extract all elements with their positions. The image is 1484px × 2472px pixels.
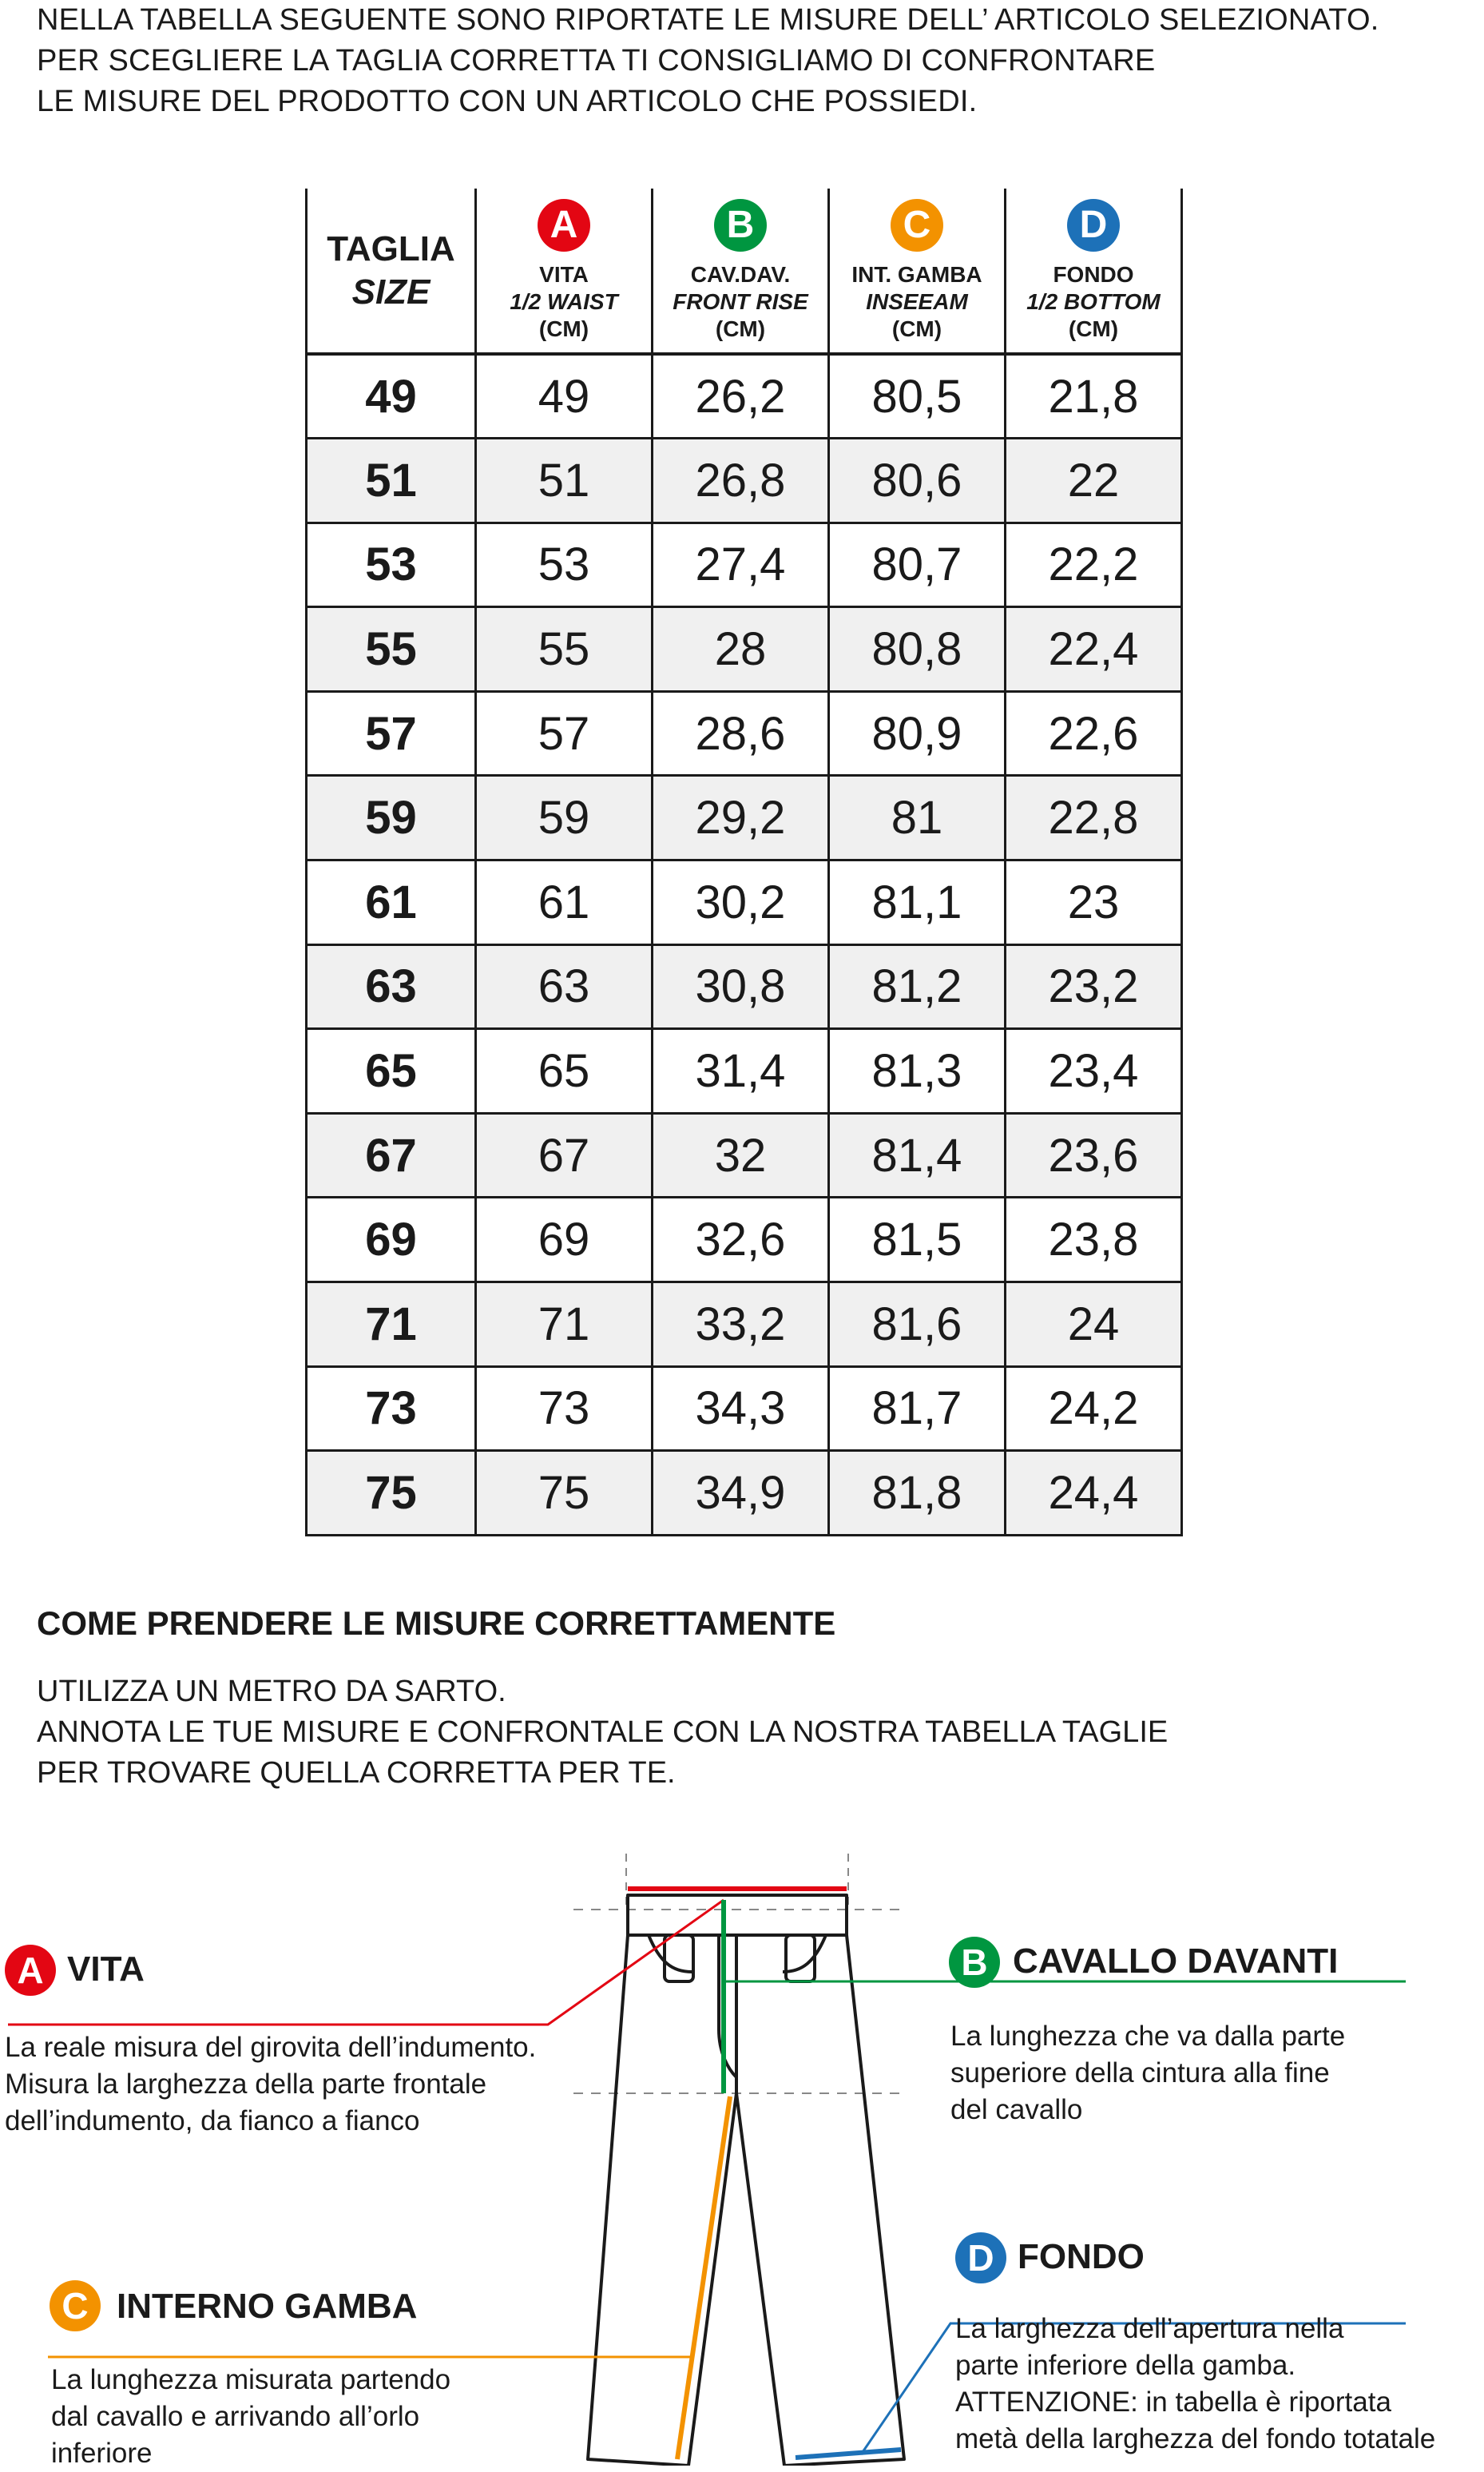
measure-cell: 32 [653, 1113, 829, 1198]
table-row [307, 607, 1182, 692]
size-cell: 59 [307, 776, 476, 860]
size-cell: 65 [307, 1029, 476, 1114]
table-row [307, 1451, 1182, 1536]
measure-cell: 22,4 [1006, 607, 1182, 692]
legend-a-description [5, 2029, 536, 2140]
table-row [307, 439, 1182, 523]
measure-cell: 81,5 [829, 1198, 1006, 1282]
measure-cell: 80,9 [829, 691, 1006, 776]
measure-cell: 26,2 [653, 354, 829, 439]
intro-text [37, 0, 1474, 122]
column-label: FONDO [1053, 261, 1134, 287]
measure-cell: 81 [829, 776, 1006, 860]
measure-cell: 27,4 [653, 523, 829, 607]
measure-cell: 28,6 [653, 691, 829, 776]
column-label-en: 1/2 BOTTOM [1026, 288, 1161, 314]
legend-c-line: La lunghezza misurata partendo [51, 2364, 451, 2395]
size-cell: 55 [307, 607, 476, 692]
legend-d-line: ATTENZIONE: in tabella è riportata [955, 2387, 1391, 2418]
badge-b-icon: B [949, 1937, 1000, 1988]
measure-cell: 29,2 [653, 776, 829, 860]
left-coin-pocket [665, 1935, 693, 1981]
howto-line-3: PER TROVARE QUELLA CORRETTA PER TE. [37, 1756, 676, 1790]
legend-d-line: La larghezza dell’apertura nella [955, 2313, 1344, 2344]
column-header-inseam [829, 189, 1006, 354]
table-body [307, 354, 1182, 1535]
column-label: VITA [539, 261, 589, 287]
right-pocket [783, 1935, 826, 1972]
legend-d-line: parte inferiore della gamba. [955, 2350, 1296, 2381]
measure-cell: 49 [476, 354, 653, 439]
measure-cell: 22,6 [1006, 691, 1182, 776]
measure-cell: 81,6 [829, 1282, 1006, 1367]
column-unit: (CM) [891, 316, 942, 341]
table-row [307, 1282, 1182, 1367]
table-row [307, 523, 1182, 607]
howto-title: COME PRENDERE LE MISURE CORRETTAMENTE [37, 1604, 836, 1642]
intro-line-3: LE MISURE DEL PRODOTTO CON UN ARTICOLO CHE POSSIEDI. [37, 85, 978, 118]
measure-cell: 34,3 [653, 1366, 829, 1451]
legend-b-line: superiore della cintura alla fine [950, 2057, 1330, 2088]
inseam-measure-line [677, 2096, 730, 2459]
measure-cell: 81,3 [829, 1029, 1006, 1114]
legend-c-description [51, 2362, 450, 2472]
size-cell: 57 [307, 691, 476, 776]
column-unit: (CM) [715, 316, 766, 341]
measure-cell: 23,6 [1006, 1113, 1182, 1198]
table-row [307, 1113, 1182, 1198]
column-unit: (CM) [538, 316, 589, 341]
measure-cell: 53 [476, 523, 653, 607]
column-header-waist [476, 189, 653, 354]
size-cell: 71 [307, 1282, 476, 1367]
table-row [307, 691, 1182, 776]
measure-cell: 30,2 [653, 860, 829, 945]
legend-c-line: inferiore [51, 2438, 153, 2469]
measure-cell: 24,2 [1006, 1366, 1182, 1451]
howto-line-2: ANNOTA LE TUE MISURE E CONFRONTALE CON LA NOSTRA TABELLA TAGLIE [37, 1715, 1169, 1749]
legend-a-title: VITA [67, 1949, 145, 1989]
measure-cell: 55 [476, 607, 653, 692]
measure-cell: 24 [1006, 1282, 1182, 1367]
measure-cell: 28 [653, 607, 829, 692]
measure-cell: 23,8 [1006, 1198, 1182, 1282]
size-cell: 49 [307, 354, 476, 439]
measure-cell: 71 [476, 1282, 653, 1367]
bottom-measure-line [796, 2450, 901, 2458]
size-cell: 67 [307, 1113, 476, 1198]
intro-line-2: PER SCEGLIERE LA TAGLIA CORRETTA TI CONSIGLIAMO DI CONFRONTARE [37, 44, 1156, 77]
column-label-en: INSEEAM [866, 288, 968, 314]
right-coin-pocket [786, 1935, 815, 1981]
table-row [307, 1198, 1182, 1282]
measure-cell: 69 [476, 1198, 653, 1282]
legend-c-title: INTERNO GAMBA [117, 2287, 418, 2326]
column-header-front-rise [653, 189, 829, 354]
measure-cell: 80,5 [829, 354, 1006, 439]
measure-cell: 65 [476, 1029, 653, 1114]
legend-b-title: CAVALLO DAVANTI [1013, 1941, 1339, 1981]
measure-cell: 61 [476, 860, 653, 945]
column-label: INT. GAMBA [851, 261, 982, 287]
measure-cell: 73 [476, 1366, 653, 1451]
measure-cell: 80,8 [829, 607, 1006, 692]
column-header-bottom [1006, 189, 1182, 354]
size-cell: 63 [307, 944, 476, 1029]
measure-cell: 21,8 [1006, 354, 1182, 439]
measure-cell: 81,4 [829, 1113, 1006, 1198]
measure-cell: 24,4 [1006, 1451, 1182, 1536]
size-cell: 51 [307, 439, 476, 523]
measure-cell: 22 [1006, 439, 1182, 523]
left-pocket [649, 1935, 692, 1972]
size-header-label-en: SIZE [351, 272, 431, 312]
table-row [307, 1029, 1182, 1114]
measure-cell: 23 [1006, 860, 1182, 945]
table-header-row [307, 189, 1182, 354]
measure-cell: 63 [476, 944, 653, 1029]
measure-cell: 22,2 [1006, 523, 1182, 607]
measure-cell: 81,1 [829, 860, 1006, 945]
legend-a-line: La reale misura del girovita dell’indumento. [5, 2032, 537, 2063]
column-unit: (CM) [1068, 316, 1119, 341]
size-header-label: TAGLIA [327, 229, 455, 268]
measure-cell: 80,6 [829, 439, 1006, 523]
badge-b-icon: B [714, 199, 767, 252]
measure-cell: 34,9 [653, 1451, 829, 1536]
measure-cell: 26,8 [653, 439, 829, 523]
legend-d-line: metà della larghezza del fondo totatale [955, 2423, 1436, 2454]
measure-cell: 23,4 [1006, 1029, 1182, 1114]
table-row [307, 860, 1182, 945]
badge-d-icon: D [955, 2232, 1006, 2283]
table-row [307, 776, 1182, 860]
legend-a-line: Misura la larghezza della parte frontale [5, 2069, 487, 2100]
measure-cell: 81,7 [829, 1366, 1006, 1451]
legend-c-line: dal cavallo e arrivando all’orlo [51, 2401, 420, 2432]
badge-d-icon: D [1067, 199, 1120, 252]
measure-cell: 59 [476, 776, 653, 860]
measure-cell: 22,8 [1006, 776, 1182, 860]
measure-cell: 23,2 [1006, 944, 1182, 1029]
waistband [628, 1895, 847, 1935]
column-label-en: FRONT RISE [673, 288, 808, 314]
badge-c-icon: C [50, 2280, 101, 2331]
column-label: CAV.DAV. [690, 261, 791, 287]
size-cell: 69 [307, 1198, 476, 1282]
size-table [305, 189, 1183, 1536]
measure-cell: 30,8 [653, 944, 829, 1029]
legend-d-title: FONDO [1018, 2237, 1145, 2276]
measure-cell: 80,7 [829, 523, 1006, 607]
legend-b-line: La lunghezza che va dalla parte [950, 2021, 1346, 2052]
measure-cell: 81,2 [829, 944, 1006, 1029]
measure-cell: 33,2 [653, 1282, 829, 1367]
badge-c-icon: C [891, 199, 943, 252]
table-row [307, 944, 1182, 1029]
size-column-header [307, 189, 476, 354]
measure-cell: 81,8 [829, 1451, 1006, 1536]
badge-a-icon: A [5, 1945, 56, 1996]
pants-legs [588, 1935, 904, 2466]
column-label-en: 1/2 WAIST [510, 288, 618, 314]
badge-a-icon: A [538, 199, 590, 252]
measure-cell: 75 [476, 1451, 653, 1536]
legend-d-description [955, 2311, 1435, 2458]
howto-text [37, 1671, 1168, 1794]
size-cell: 73 [307, 1366, 476, 1451]
measure-cell: 31,4 [653, 1029, 829, 1114]
size-cell: 53 [307, 523, 476, 607]
table-row [307, 354, 1182, 439]
howto-line-1: UTILIZZA UN METRO DA SARTO. [37, 1675, 506, 1708]
legend-b-line: del cavallo [950, 2094, 1083, 2125]
size-cell: 75 [307, 1451, 476, 1536]
measure-cell: 67 [476, 1113, 653, 1198]
measure-cell: 51 [476, 439, 653, 523]
measure-cell: 32,6 [653, 1198, 829, 1282]
size-cell: 61 [307, 860, 476, 945]
legend-a-line: dell’indumento, da fianco a fianco [5, 2105, 420, 2136]
table-row [307, 1366, 1182, 1451]
intro-line-1: NELLA TABELLA SEGUENTE SONO RIPORTATE LE MISURE DELL’ ARTICOLO SELEZIONATO. [37, 3, 1379, 37]
legend-b-description [950, 2018, 1345, 2128]
measure-cell: 57 [476, 691, 653, 776]
